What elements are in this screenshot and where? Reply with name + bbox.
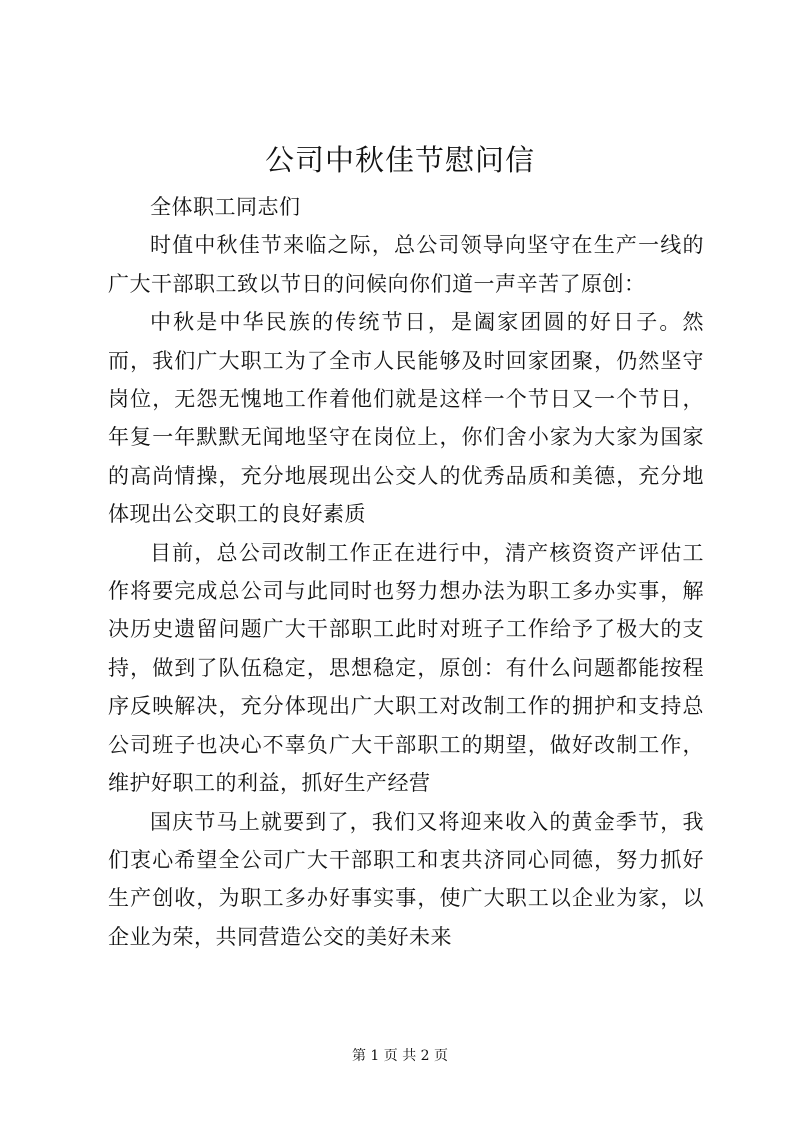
- paragraph-4: 国庆节马上就要到了，我们又将迎来收入的黄金季节，我们衷心希望全公司广大干部职工和衷共济同心同德，努力抓好生产创收，为职工多办好事实事，使广大职工以企业为家，以企业为荣，共同营造公交的美好未来: [108, 809, 704, 949]
- document-title: 公司中秋佳节慰问信: [264, 143, 535, 177]
- salutation: 全体职工同志们: [150, 195, 301, 219]
- paragraph-2: 中秋是中华民族的传统节日，是阖家团圆的好日子。然而，我们广大职工为了全市人民能够及时回家团聚，仍然坚守岗位，无怨无愧地工作着他们就是这样一个节日又一个节日，年复一年默默无闻地坚守在岗位上，你们舍小家为大家为国家的高尚情操，充分地展现出公交人的优秀品质和美德，充分地体现出公交职工的良好素质: [108, 310, 704, 527]
- document-body: [108, 188, 704, 956]
- paragraph-3: 目前，总公司改制工作正在进行中，清产核资资产评估工作将要完成总公司与此同时也努力想办法为职工多办实事，解决历史遗留问题广大干部职工此时对班子工作给予了极大的支持，做到了队伍稳定，思想稳定，原创：有什么问题都能按程序反映解决，充分体现出广大职工对改制工作的拥护和支持总公司班子也决心不辜负广大干部职工的期望，做好改制工作，维护好职工的利益，抓好生产经营: [108, 540, 704, 796]
- paragraph-1: 时值中秋佳节来临之际，总公司领导向坚守在生产一线的广大干部职工致以节日的问候向你们道一声辛苦了原创：: [108, 233, 704, 296]
- page-footer: 第 1 页 共 2 页: [351, 1048, 449, 1064]
